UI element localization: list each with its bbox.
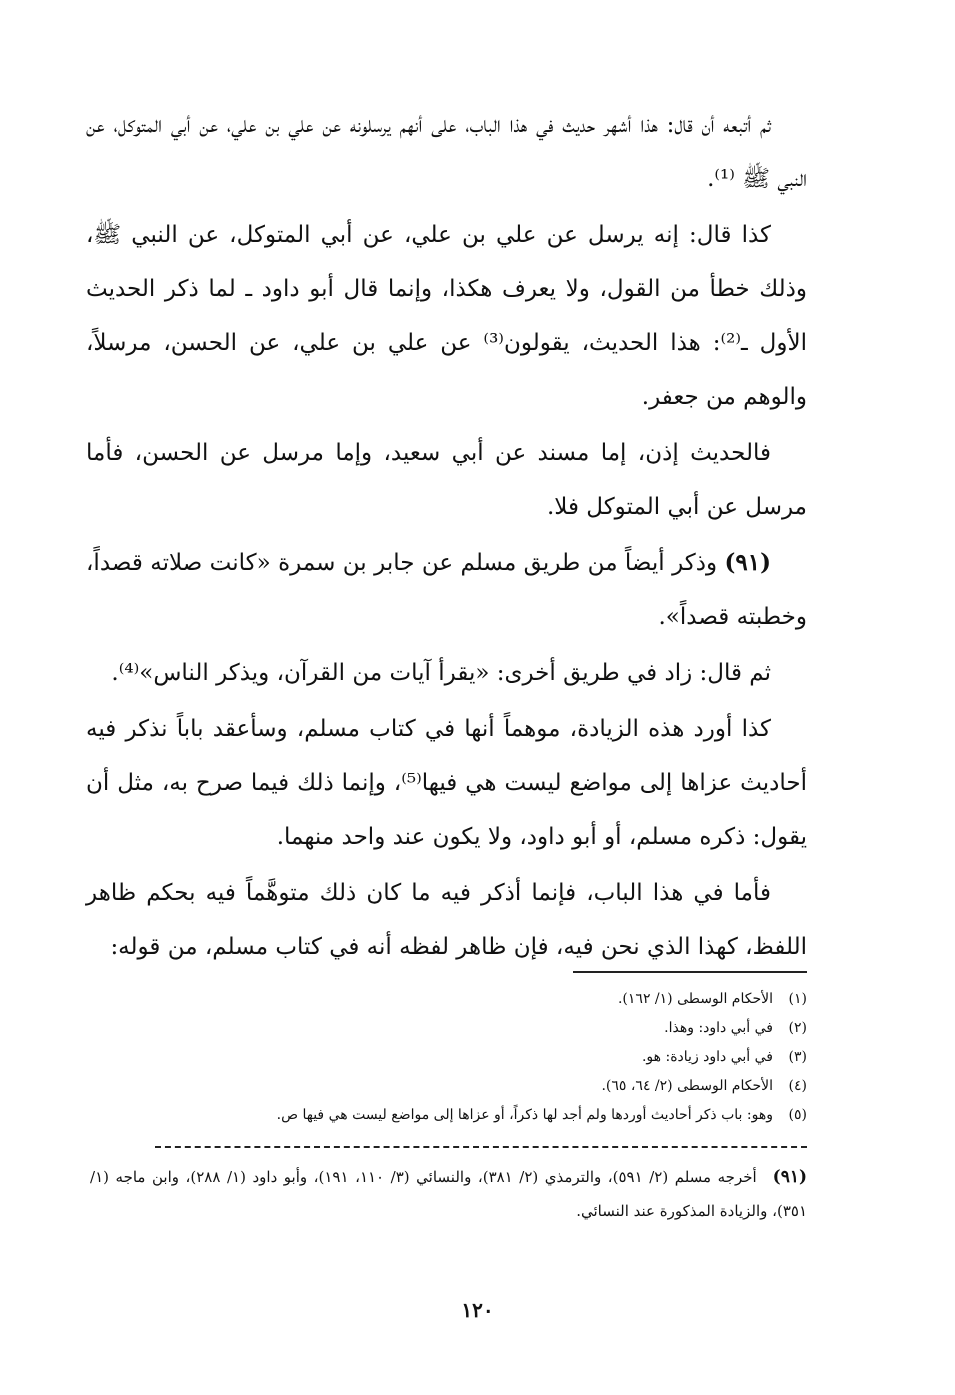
footnote-mark: (٣) [788, 1049, 807, 1065]
footnote-text: في أبي داود: وهذا. [664, 1020, 773, 1036]
paragraph-5: ثم قال: زاد في طريق أخرى: «يقرأ آيات من القرآن، ويذكر الناس»⁽⁴⁾. [111, 660, 771, 686]
footnote-mark: (٢) [788, 1020, 807, 1036]
takhrij-text: أخرجه مسلم (٢/ ٥٩١)، والترمذي (٢/ ٣٨١)، والنسائي (٣/ ١١٠، ١٩١)، وأبو داود (١/ ٢٨٨)، وابن ماجه (١/ ٣٥١)، والزيادة المذكورة عند النسائي. [90, 1168, 807, 1220]
takhrij-number: (٩١) [772, 1167, 808, 1187]
footnote-5 [160, 1101, 807, 1130]
takhrij-note [90, 1160, 807, 1228]
footnote-mark: (٤) [788, 1078, 807, 1094]
takhrij-separator [155, 1146, 807, 1148]
main-text [86, 98, 807, 976]
footnote-mark: (٥) [788, 1107, 807, 1123]
footnote-text: وهو: باب ذكر أحاديث أوردها ولم أجد لها ذكراً، أو عزاها إلى مواضع ليست هي فيها ص. [276, 1107, 773, 1123]
footnotes [160, 985, 807, 1130]
page-number: ١٢٠ [461, 1298, 494, 1322]
footnote-separator [573, 971, 807, 973]
hadith-number: (٩١) [724, 549, 771, 576]
footnote-4 [160, 1072, 807, 1101]
footnote-3 [160, 1043, 807, 1072]
paragraph-1: ثم أتبعه أن قال: هذا أشهر حديث في هذا الباب، على أنهم يرسلونه عن علي بن علي، عن أبي المتوكل، عن النبي ﷺ ⁽¹⁾. [86, 112, 807, 192]
paragraph-2: كذا قال: إنه يرسل عن علي بن علي، عن أبي المتوكل، عن النبي ﷺ، وذلك خطأ من القول، ولا يعرف هكذا، وإنما قال أبو داود ـ لما ذكر الحديث الأول ـ⁽²⁾: هذا الحديث، يقولون⁽³⁾ عن علي بن علي، عن الحسن، مرسلاً، والوهم من جعفر. [86, 222, 808, 410]
footnote-text: الأحكام الوسطى (٢/ ٦٤، ٦٥). [601, 1078, 773, 1094]
footnote-text: في أبي داود زيادة: هو. [641, 1049, 773, 1065]
footnote-1 [160, 985, 807, 1014]
paragraph-4 [86, 536, 807, 644]
footnote-2 [160, 1014, 807, 1043]
paragraph-6: كذا أورد هذه الزيادة، موهماً أنها في كتاب مسلم، وسأعقد باباً نذكر فيه أحاديث عزاها إلى مواضع ليست هي فيها⁽⁵⁾، وإنما ذلك فيما صرح به، مثل أن يقول: ذكره مسلم، أو أبو داود، ولا يكون عند واحد منهما. [86, 716, 807, 850]
footnote-mark: (١) [788, 991, 807, 1007]
paragraph-4-text: وذكر أيضاً من طريق مسلم عن جابر بن سمرة «كانت صلاته قصداً، وخطبته قصداً». [86, 550, 807, 630]
paragraph-7: فأما في هذا الباب، فإنما أذكر فيه ما كان ذلك متوهَّماً فيه بحكم ظاهر اللفظ، كهذا الذي نحن فيه، فإن ظاهر لفظه أنه في كتاب مسلم، من قوله: [86, 880, 807, 960]
footnote-text: الأحكام الوسطى (١/ ١٦٢). [617, 991, 773, 1007]
paragraph-3: فالحديث إذن، إما مسند عن أبي سعيد، وإما مرسل عن الحسن، فأما مرسل عن أبي المتوكل فلا. [86, 440, 807, 520]
